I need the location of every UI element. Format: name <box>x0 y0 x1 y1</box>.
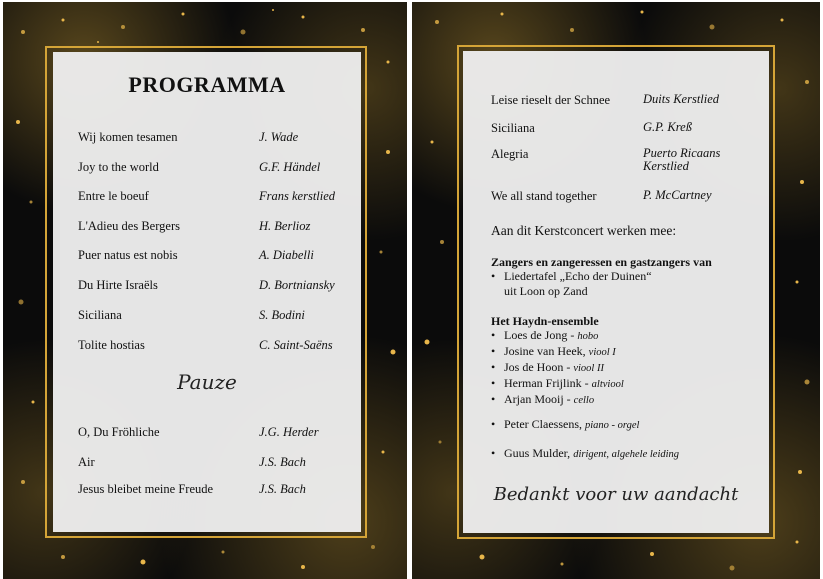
piece-title: O, Du Fröhliche <box>78 425 160 439</box>
program-row <box>78 130 351 148</box>
choir-name: Liedertafel „Echo der Duinen“ <box>504 269 652 283</box>
piece-title: Tolite hostias <box>78 338 145 352</box>
credits-heading: Aan dit Kerstconcert werken mee: <box>491 223 677 238</box>
musician-instrument: viool II <box>573 363 604 374</box>
list-item <box>491 417 639 433</box>
left-page <box>3 2 407 579</box>
piece-composer: J.G. Herder <box>259 425 319 439</box>
musician-name: Jos de Hoon <box>504 360 564 374</box>
soloist-name: Peter Claessens, <box>504 417 582 431</box>
program-row <box>491 93 759 111</box>
piece-composer: G.F. Händel <box>259 160 321 174</box>
soloist-role: piano - orgel <box>584 420 640 431</box>
soloist-list <box>491 417 639 433</box>
musician-instrument: altviool <box>591 379 624 390</box>
musician-name: Josine van Heek, <box>504 344 586 358</box>
piece-composer: Frans kerstlied <box>259 189 336 203</box>
piece-composer: S. Bodini <box>259 308 305 322</box>
musician-name: Loes de Jong <box>504 328 568 342</box>
piece-composer: C. Saint-Saëns <box>259 338 333 352</box>
program-card-left <box>53 52 361 532</box>
conductor-role: dirigent, algehele leiding <box>573 449 680 460</box>
list-item <box>491 446 679 462</box>
piece-composer: J.S. Bach <box>259 455 306 469</box>
program-row <box>78 189 351 207</box>
piece-title: Alegria <box>491 147 529 161</box>
musician-name: Arjan Mooij <box>504 392 564 406</box>
intermission-label: Pauze <box>177 370 237 394</box>
program-row <box>491 121 759 139</box>
program-card-right <box>463 51 769 533</box>
ensemble-heading: Het Haydn-ensemble <box>491 314 599 328</box>
program-row <box>491 147 759 177</box>
musician-instrument: cello <box>573 395 595 406</box>
program-row <box>78 248 351 266</box>
piece-title: Entre le boeuf <box>78 189 149 203</box>
choir-heading: Zangers en zangeressen en gastzangers van <box>491 255 712 269</box>
musician-name: Herman Frijlink <box>504 376 582 390</box>
piece-title: L'Adieu des Bergers <box>78 219 180 233</box>
piece-composer: Duits Kerstlied <box>643 92 720 106</box>
piece-title: Siciliana <box>491 121 535 135</box>
list-item: • Loes de Jong - hobo <box>491 328 624 344</box>
piece-composer: H. Berlioz <box>259 219 311 233</box>
program-row <box>78 425 351 443</box>
list-item: • Arjan Mooij - cello <box>491 392 624 408</box>
piece-title: Jesus bleibet meine Freude <box>78 482 214 496</box>
piece-composer: A. Diabelli <box>259 248 314 262</box>
thanks-message: Bedankt voor uw aandacht <box>493 484 739 505</box>
piece-title: We all stand together <box>491 189 597 203</box>
piece-title: Siciliana <box>78 308 122 322</box>
piece-title: Puer natus est nobis <box>78 248 178 262</box>
program-row <box>78 338 351 356</box>
list-item: • Jos de Hoon - viool II <box>491 360 624 376</box>
ensemble-list <box>491 328 624 408</box>
list-item <box>491 269 652 299</box>
choir-list <box>491 269 652 299</box>
piece-composer: D. Bortniansky <box>259 278 335 292</box>
program-row <box>78 278 351 296</box>
program-row <box>78 160 351 178</box>
program-row <box>491 189 759 207</box>
program-row <box>78 482 351 500</box>
piece-composer: Puerto Ricaans Kerstlied <box>643 146 721 173</box>
piece-title: Wij komen tesamen <box>78 130 178 144</box>
piece-title: Joy to the world <box>78 160 159 174</box>
piece-composer: P. McCartney <box>643 188 712 202</box>
musician-instrument: hobo <box>577 331 599 342</box>
right-page <box>412 2 820 579</box>
musician-instrument: viool I <box>588 347 616 358</box>
program-row <box>78 308 351 326</box>
piece-title: Leise rieselt der Schnee <box>491 93 611 107</box>
program-row <box>78 219 351 237</box>
piece-title: Du Hirte Israëls <box>78 278 158 292</box>
piece-composer: J.S. Bach <box>259 482 306 496</box>
choir-location: uit Loon op Zand <box>504 284 588 298</box>
program-row <box>78 455 351 473</box>
conductor-list <box>491 446 679 462</box>
piece-composer: J. Wade <box>259 130 299 144</box>
page-title: PROGRAMMA <box>128 72 286 97</box>
list-item <box>491 344 624 360</box>
piece-title: Air <box>78 455 95 469</box>
list-item: • Herman Frijlink - altviool <box>491 376 624 392</box>
conductor-name: Guus Mulder, <box>504 446 571 460</box>
piece-composer: G.P. Kreß <box>643 120 692 134</box>
